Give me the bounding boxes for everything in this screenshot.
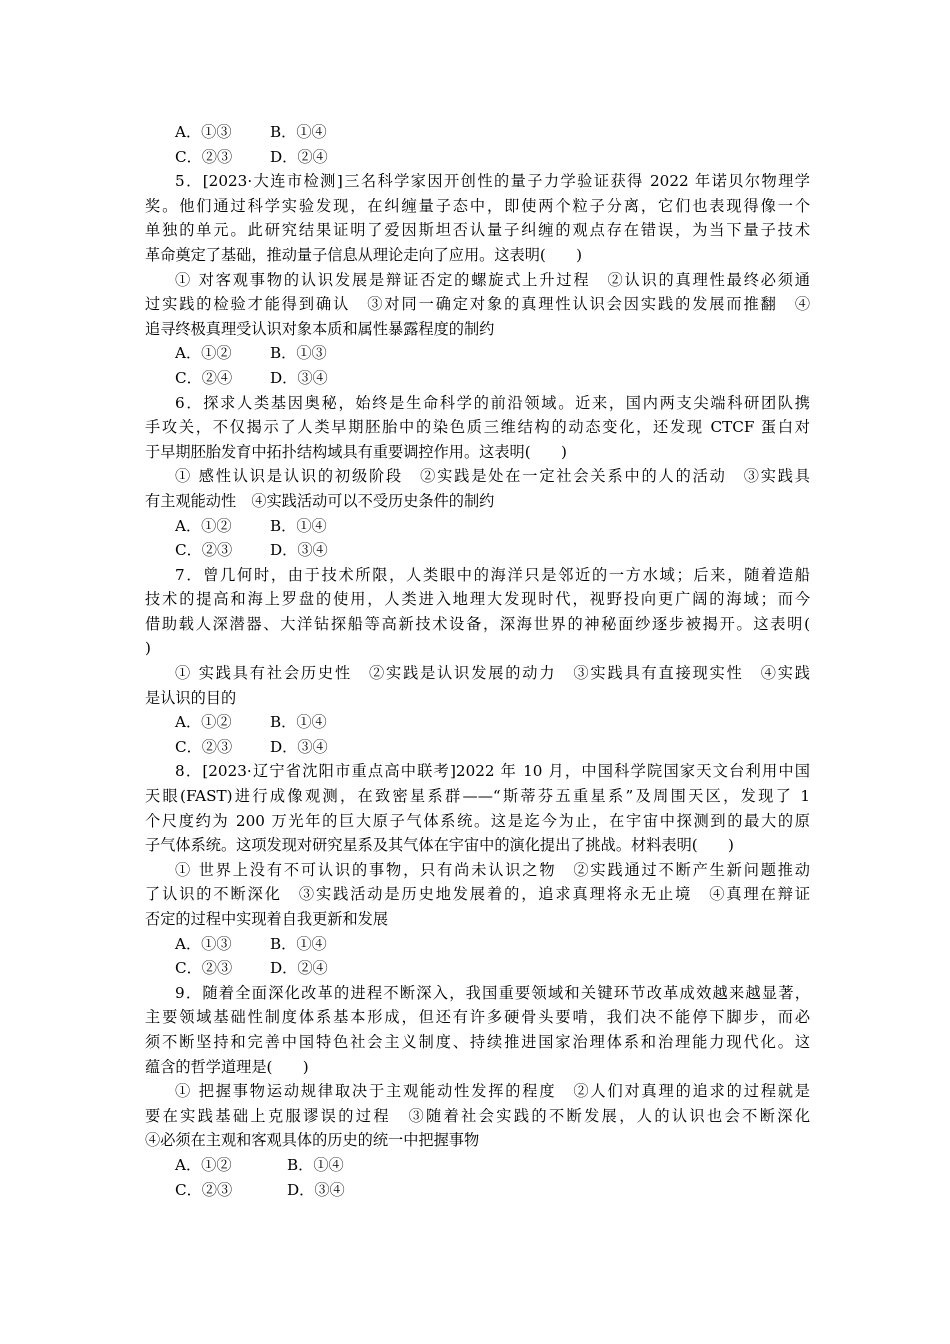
- option-d: D．③④: [270, 737, 328, 756]
- q7-options-row1: [145, 710, 810, 735]
- q9-statement-line: ① 把握事物运动规律取决于主观能动性发挥的程度 ②人们对真理的追求的过程就是: [175, 1082, 810, 1101]
- q6-options-row1: [145, 514, 810, 539]
- option-d: D．③④: [270, 368, 328, 387]
- q8-stem-line: 8．[2023·辽宁省沈阳市重点高中联考]2022 年 10 月，中国科学院国家天文台利用中国: [175, 762, 810, 781]
- option-b: B．①④: [270, 934, 327, 953]
- q9-stem-line: 须不断坚持和完善中国特色社会主义制度、持续推进国家治理体系和治理能力现代化。这: [145, 1032, 810, 1051]
- q5-stem-line: 5．[2023·大连市检测]三名科学家因开创性的量子力学验证获得 2022 年诺贝尔物理学: [175, 172, 810, 191]
- option-c: C．②③: [175, 1180, 233, 1199]
- option-c: C．②④: [175, 368, 233, 387]
- q9-stem-line: 9．随着全面深化改革的进程不断深入，我国重要领域和关键环节改革成效越来越显著，: [175, 983, 810, 1002]
- q7-statement-line: 是认识的目的: [145, 688, 237, 707]
- q5-options-row2: [145, 366, 810, 391]
- q8-stem-line: 个尺度约为 200 万光年的巨大原子气体系统。这是迄今为止，在宇宙中探测到的最大的原: [145, 811, 810, 830]
- q6-options-row2: [145, 538, 810, 563]
- option-a: A．①②: [175, 713, 232, 732]
- q8-stem-line: 子气体系统。这项发现对研究星系及其气体在宇宙中的演化提出了挑战。材料表明( ): [145, 836, 734, 855]
- q7-stem-line: 技术的提高和海上罗盘的使用，人类进入地理大发现时代，视野投向更广阔的海域；而今: [145, 590, 810, 609]
- option-a: A．①②: [175, 516, 232, 535]
- q6-stem-line: 6．探求人类基因奥秘，始终是生命科学的前沿领域。近来，国内两支尖端科研团队携: [175, 393, 810, 412]
- option-a: A．①③: [175, 123, 232, 141]
- q7-stem-line: ): [145, 639, 151, 658]
- document-page: [145, 120, 810, 1202]
- q5-stem-line: 奖。他们通过科学实验发现，在纠缠量子态中，即使两个粒子分离，它们也表现得像一个: [145, 196, 810, 215]
- option-b: B．①④: [270, 516, 327, 535]
- option-d: D．②④: [270, 147, 328, 166]
- q6-statement-line: 有主观能动性 ④实践活动可以不受历史条件的制约: [145, 491, 495, 510]
- q8-options-row2: [145, 956, 810, 981]
- q4-options-row2: [145, 145, 810, 170]
- option-c: C．②③: [175, 959, 233, 978]
- q6-stem-line: 手攻关，不仅揭示了人类早期胚胎中的染色质三维结构的动态变化，还发现 CTCF 蛋白对: [145, 418, 810, 437]
- option-b: B．①④: [287, 1155, 344, 1174]
- q9-statement-line: 要在实践基础上克服谬误的过程 ③随着社会实践的不断发展，人的认识也会不断深化: [145, 1106, 810, 1125]
- q8-statement-line: ① 世界上没有不可认识的事物，只有尚未认识之物 ②实践通过不断产生新问题推动: [175, 860, 810, 879]
- option-a: A．①②: [175, 344, 232, 363]
- q6-statement-line: ① 感性认识是认识的初级阶段 ②实践是处在一定社会关系中的人的活动 ③实践具: [175, 467, 810, 486]
- option-b: B．①④: [270, 123, 327, 141]
- q5-options-row1: [145, 341, 810, 366]
- q8-statement-line: 了认识的不断深化 ③实践活动是历史地发展着的，追求真理将永无止境 ④真理在辩证: [145, 885, 810, 904]
- q5-stem-line: 单独的单元。此研究结果证明了爱因斯坦否认量子纠缠的观点存在错误，为当下量子技术: [145, 221, 810, 240]
- option-d: D．②④: [270, 959, 328, 978]
- q7-stem-line: 7．曾几何时，由于技术所限，人类眼中的海洋只是邻近的一方水域；后来，随着造船: [175, 565, 810, 584]
- option-a: A．①②: [175, 1155, 232, 1174]
- q9-stem-line: 主要领域基础性制度体系基本形成，但还有许多硬骨头要啃，我们决不能停下脚步，而必: [145, 1008, 810, 1027]
- q9-options-row2: [145, 1178, 810, 1203]
- q7-stem-line: 借助载人深潜器、大洋钻探船等高新技术设备，深海世界的神秘面纱逐步被揭开。这表明(: [145, 614, 810, 633]
- q5-stem-line: 革命奠定了基础，推动量子信息从理论走向了应用。这表明( ): [145, 245, 583, 264]
- q7-options-row2: [145, 735, 810, 760]
- q8-statement-line: 否定的过程中实现着自我更新和发展: [145, 910, 388, 928]
- option-c: C．②③: [175, 147, 233, 166]
- q5-statement-line: 过实践的检验才能得到确认 ③对同一确定对象的真理性认识会因实践的发展而推翻 ④: [145, 295, 810, 314]
- q7-statement-line: ① 实践具有社会历史性 ②实践是认识发展的动力 ③实践具有直接现实性 ④实践: [175, 664, 810, 683]
- option-d: D．③④: [287, 1180, 345, 1199]
- q9-statement-line: ④必须在主观和客观具体的历史的统一中把握事物: [145, 1131, 480, 1150]
- q9-stem-line: 蕴含的哲学道理是( ): [145, 1057, 309, 1076]
- option-b: B．①③: [270, 344, 327, 363]
- q8-stem-line: 天眼(FAST)进行成像观测，在致密星系群——“斯蒂芬五重星系”及周围天区，发现了 1: [145, 787, 810, 806]
- option-d: D．③④: [270, 541, 328, 560]
- option-c: C．②③: [175, 737, 233, 756]
- q5-statement-line: 追寻终极真理受认识对象本质和属性暴露程度的制约: [145, 319, 495, 338]
- q5-statement-line: ① 对客观事物的认识发展是辩证否定的螺旋式上升过程 ②认识的真理性最终必须通: [175, 270, 810, 289]
- option-b: B．①④: [270, 713, 327, 732]
- q4-options-row1: [145, 120, 810, 145]
- q8-options-row1: [145, 932, 810, 957]
- option-a: A．①③: [175, 934, 232, 953]
- option-c: C．②③: [175, 541, 233, 560]
- q9-options-row1: [145, 1153, 810, 1178]
- q6-stem-line: 于早期胚胎发育中拓扑结构域具有重要调控作用。这表明( ): [145, 442, 567, 461]
